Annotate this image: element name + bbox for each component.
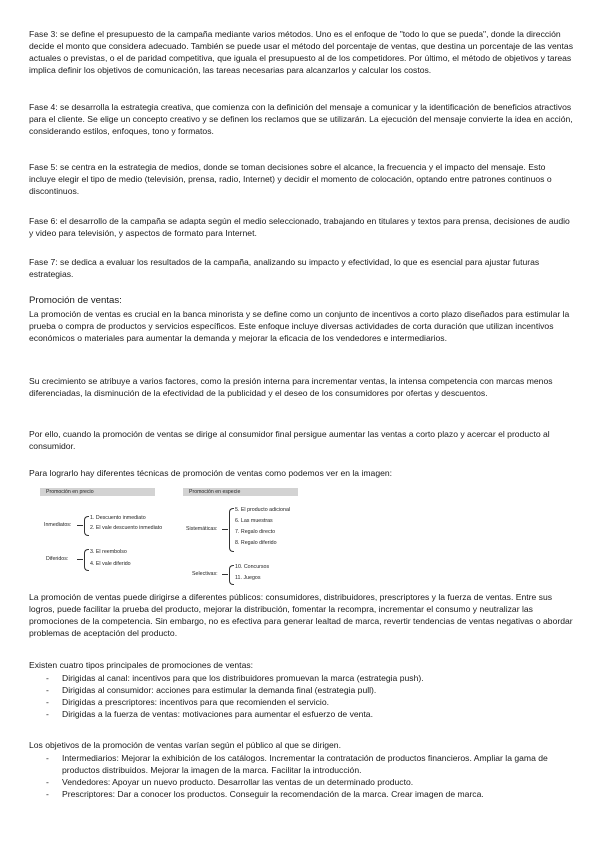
bracket-inmediatos	[84, 516, 89, 536]
item-reembolso: 3. El reembolso	[90, 549, 127, 555]
paragraph-fase-6: Fase 6: el desarrollo de la campaña se adapta según el medio seleccionado, trabajando en titulares y textos para prensa, decisiones de audio y video para televisión, y aspectos de formato para Internet.	[29, 216, 570, 239]
item-muestras: 6. Las muestras	[235, 518, 273, 524]
item-producto-adicional: 5. El producto adicional	[235, 507, 291, 513]
label-sistematicas: Sistemáticas:	[186, 526, 218, 532]
label-diferidos: Diferidos:	[46, 556, 69, 562]
label-inmediatos: Inmediatos:	[44, 522, 72, 528]
list-item: - Dirigidas a prescriptores: incentivos para que recomienden el servicio.	[29, 696, 579, 708]
label-selectivas: Selectivas:	[192, 571, 218, 577]
paragraph-crecimiento: Su crecimiento se atribuye a varios factores, como la presión interna para incrementar ventas, la intensa competencia con marcas menos diferenciadas, la disminución de la efectividad de la publicidad y el deseo de los consumidores por ofertas y descuentos.	[29, 376, 553, 399]
list-tipos-promociones	[29, 672, 579, 720]
list-item: - Dirigidas al canal: incentivos para que los distribuidores promuevan la marca (estrategia push).	[29, 672, 579, 684]
item-vale-diferido: 4. El vale diferido	[90, 561, 131, 567]
item-regalo-diferido: 8. Regalo diferido	[235, 540, 277, 546]
item-juegos: 11. Juegos	[235, 575, 261, 581]
paragraph-fase-5: Fase 5: se centra en la estrategia de medios, donde se toman decisiones sobre el alcance, la frecuencia y el impacto del mensaje. Esto incluye elegir el tipo de medio (televisión, prensa, radio, Internet) y decidir el momento de colocación, optando entre patrones continuos o discontinuos.	[29, 162, 552, 197]
paragraph-fase-7: Fase 7: se dedica a evaluar los resultados de la campaña, analizando su impacto y efectividad, lo que es esencial para ajustar futuras estrategias.	[29, 257, 540, 280]
connector-diferidos	[77, 559, 83, 560]
connector-inmediatos	[77, 525, 83, 526]
item-concursos: 10. Concursos	[235, 564, 270, 570]
paragraph-publicos: La promoción de ventas puede dirigirse a diferentes públicos: consumidores, distribuidores, prescriptores y la fuerza de ventas. Entre sus logros, puede facilitar la prueba del producto, mejorar la distribución, fomentar la recompra, incrementar el consumo y neutralizar las promociones de la competencia. Sin embargo, no es efectiva para generar lealtad de marca, revertir tendencias de ventas negativas o abordar problemas de aceptación del producto.	[29, 592, 573, 639]
bracket-selectivas	[229, 565, 234, 585]
paragraph-promocion-definicion: La promoción de ventas es crucial en la banca minorista y se define como un conjunto de incentivos a corto plazo diseñados para estimular la prueba o compra de productos y servicios específicos. Este enfoque incluye diversas actividades de corta duración que utilizan incentivos económicos o materiales para aumentar la demanda y mejorar la eficacia de los vendedores e intermediarios.	[29, 309, 570, 344]
section-heading-promocion: Promoción de ventas:	[29, 295, 122, 306]
item-descuento-inmediato: 1. Descuento inmediato	[90, 515, 146, 521]
promotion-techniques-diagram	[40, 488, 435, 588]
list-item: - Dirigidas al consumidor: acciones para estimular la demanda final (estrategia pull).	[29, 684, 579, 696]
list-item: - Dirigidas a la fuerza de ventas: motivaciones para aumentar el esfuerzo de venta.	[29, 708, 579, 720]
list-item: - Prescriptores: Dar a conocer los productos. Conseguir la recomendación de la marca. Crear imagen de marca.	[29, 788, 579, 800]
paragraph-por-ello: Por ello, cuando la promoción de ventas se dirige al consumidor final persigue aumentar las ventas a corto plazo y acercar el producto al consumidor.	[29, 429, 550, 452]
paragraph-fase-4: Fase 4: se desarrolla la estrategia creativa, que comienza con la definición del mensaje a comunicar y la identificación de beneficios atractivos para el cliente. Se elige un concepto creativo y se definen los reclamos que se utilizarán. La ejecución del mensaje convierte la idea en acción, considerando estilos, enfoques, tono y formatos.	[29, 102, 573, 137]
header-promocion-precio: Promoción en precio	[40, 488, 155, 496]
paragraph-para-lograrlo: Para lograrlo hay diferentes técnicas de promoción de ventas como podemos ver en la imagen:	[29, 468, 393, 478]
paragraph-tipos-intro: Existen cuatro tipos principales de promociones de ventas:	[29, 660, 254, 670]
header-promocion-especie: Promoción en especie	[183, 488, 298, 496]
paragraph-fase-3: Fase 3: se define el presupuesto de la campaña mediante varios métodos. Uno es el enfoque de "todo lo que se pueda", donde la dirección decide el monto que considera adecuado. También se puede usar el método del porcentaje de ventas, que destina un porcentaje de las ventas actuales o previstas, o el de paridad competitiva, que iguala el presupuesto al de los competidores. Por último, el método de objetivos y tareas implica definir los objetivos de comunicación, las tareas necesarias para alcanzarlos y calcular los costos.	[29, 29, 574, 76]
list-item: - Intermediarios: Mejorar la exhibición de los catálogos. Incrementar la contratación de productos financieros. Ampliar la gama de productos distribuidos. Mejorar la imagen de la marca. Facilitar la introducción.	[29, 752, 579, 776]
list-objetivos	[29, 752, 579, 800]
list-item: - Vendedores: Apoyar un nuevo producto. Desarrollar las ventas de un determinado producto.	[29, 776, 579, 788]
bracket-diferidos	[84, 549, 89, 571]
item-vale-descuento-inmediato: 2. El vale descuento inmediato	[90, 525, 163, 531]
connector-sistematicas	[222, 529, 228, 530]
connector-selectivas	[222, 574, 228, 575]
paragraph-objetivos-intro: Los objetivos de la promoción de ventas varían según el público al que se dirigen.	[29, 740, 341, 750]
item-regalo-directo: 7. Regalo directo	[235, 529, 276, 535]
bracket-sistematicas	[229, 508, 234, 552]
